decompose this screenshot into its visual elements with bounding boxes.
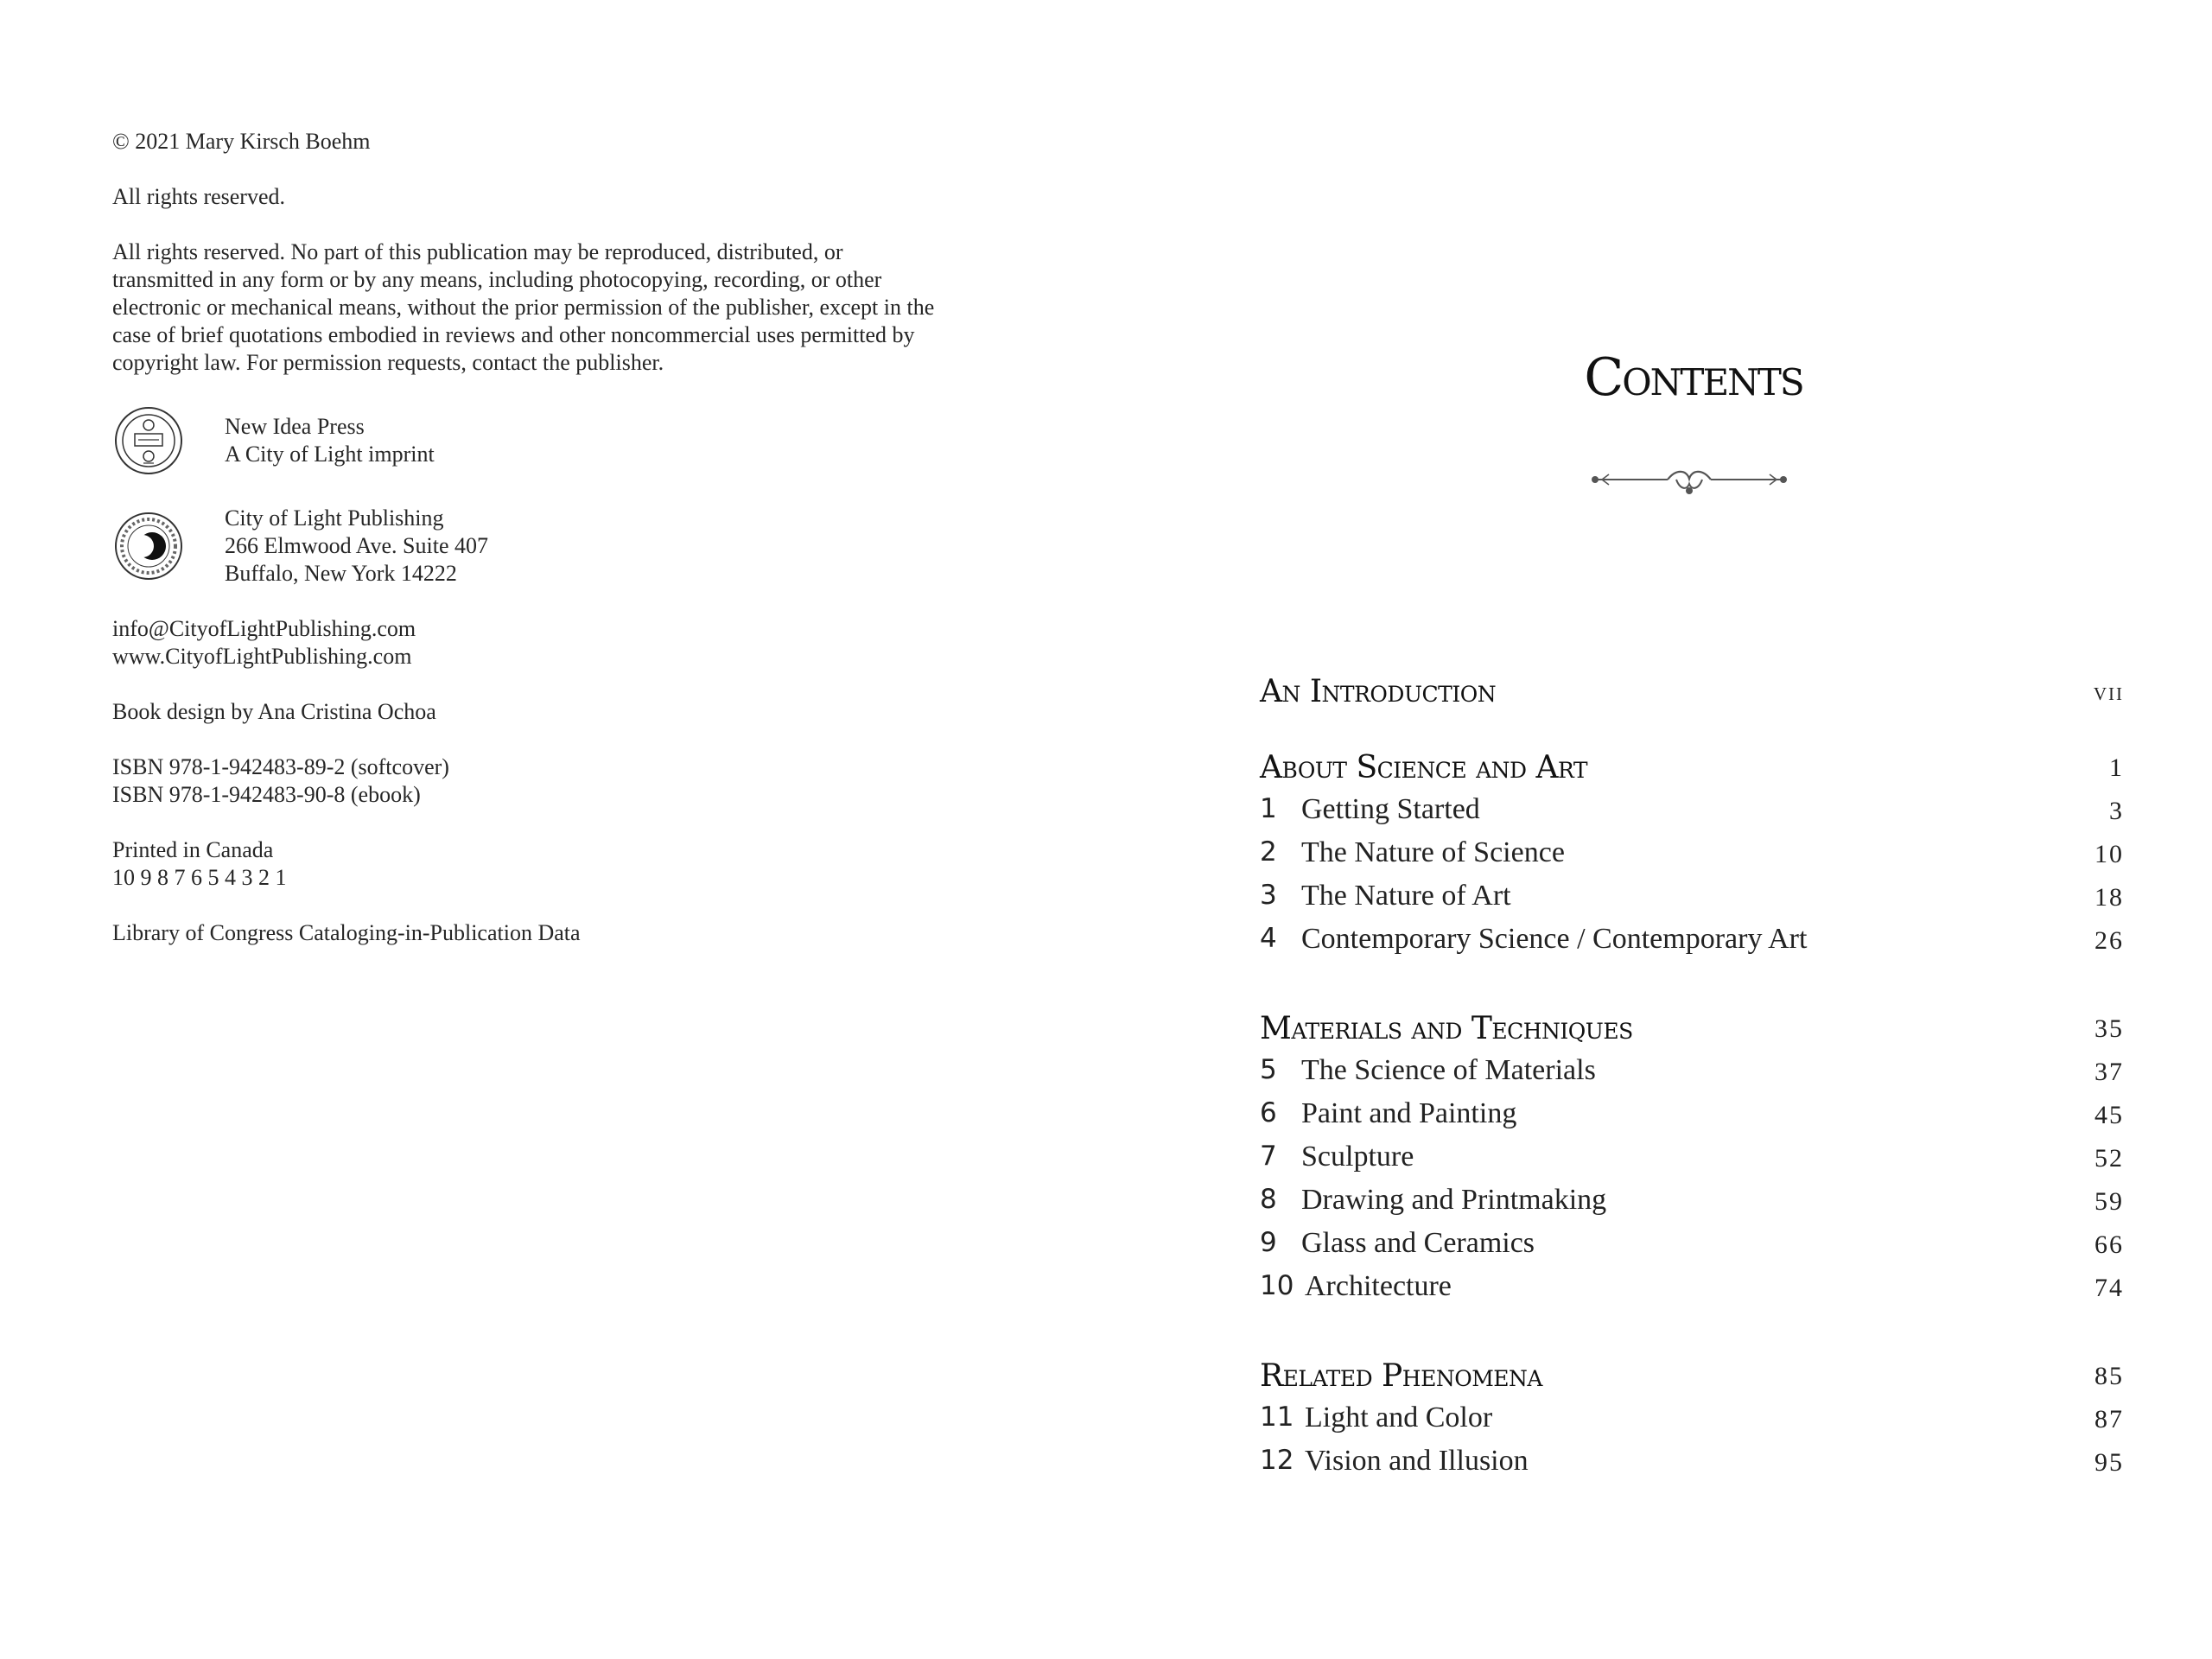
email-text: info@CityofLightPublishing.com bbox=[112, 616, 416, 641]
chapter-number: 9 bbox=[1260, 1227, 1277, 1258]
chapter-number: 6 bbox=[1260, 1097, 1277, 1128]
printing-number: 10 9 8 7 6 5 4 3 2 1 bbox=[112, 865, 287, 890]
design-credit: Book design by Ana Cristina Ochoa bbox=[112, 699, 436, 724]
page-number: 85 bbox=[2094, 1362, 2124, 1390]
imprint-name: New Idea Press bbox=[225, 414, 365, 439]
toc-chapter[interactable] bbox=[1260, 793, 2124, 836]
chapter-number: 4 bbox=[1260, 923, 1277, 954]
publisher-city: Buffalo, New York 14222 bbox=[225, 561, 457, 586]
toc-section-materials[interactable] bbox=[1260, 1011, 2124, 1054]
rights-notice bbox=[112, 238, 1028, 377]
chapter-title: Drawing and Printmaking bbox=[1301, 1184, 1607, 1216]
printing-block bbox=[112, 836, 1028, 892]
chapter-number: 5 bbox=[1260, 1054, 1277, 1085]
page-number: 59 bbox=[2094, 1187, 2124, 1216]
toc-section-related[interactable] bbox=[1260, 1358, 2124, 1402]
notice-line: All rights reserved. No part of this publication may be reproduced, distributed, or bbox=[112, 239, 843, 264]
chapter-number: 10 bbox=[1260, 1270, 1294, 1301]
toc-chapter[interactable] bbox=[1260, 1402, 2124, 1445]
chapter-title: Architecture bbox=[1305, 1270, 1452, 1302]
rights-line: All rights reserved. bbox=[112, 184, 286, 209]
chapter-title: Sculpture bbox=[1301, 1141, 1414, 1173]
toc-introduction[interactable] bbox=[1260, 674, 2124, 717]
page-number: 37 bbox=[2094, 1058, 2124, 1086]
chapter-number: 11 bbox=[1260, 1402, 1294, 1433]
ornament-divider-icon bbox=[1590, 460, 1789, 499]
chapter-number: 3 bbox=[1260, 880, 1277, 911]
toc-chapter[interactable] bbox=[1260, 1097, 2124, 1141]
section-title: An Introduction bbox=[1260, 674, 1497, 709]
imprint-subtitle: A City of Light imprint bbox=[225, 442, 435, 467]
page-number: 52 bbox=[2094, 1144, 2124, 1173]
toc-section-about[interactable] bbox=[1260, 750, 2124, 793]
isbn-block bbox=[112, 753, 1028, 809]
page-number: 74 bbox=[2094, 1274, 2124, 1302]
page-number: 10 bbox=[2094, 840, 2124, 868]
toc-chapter[interactable] bbox=[1260, 880, 2124, 923]
chapter-title: Contemporary Science / Contemporary Art bbox=[1301, 923, 1808, 955]
website-text: www.CityofLightPublishing.com bbox=[112, 644, 412, 669]
page-number: 26 bbox=[2094, 926, 2124, 955]
imprint-block bbox=[112, 404, 1028, 477]
chapter-title: Paint and Painting bbox=[1301, 1097, 1517, 1129]
chapter-title: Light and Color bbox=[1305, 1402, 1493, 1433]
chapter-title: Vision and Illusion bbox=[1305, 1445, 1529, 1477]
chapter-number: 8 bbox=[1260, 1184, 1277, 1215]
chapter-title: The Nature of Art bbox=[1301, 880, 1511, 912]
chapter-number: 2 bbox=[1260, 836, 1277, 868]
notice-line: electronic or mechanical means, without the prior permission of the publisher, except in the bbox=[112, 295, 935, 320]
chapter-title: Glass and Ceramics bbox=[1301, 1227, 1535, 1259]
notice-line: case of brief quotations embodied in reviews and other noncommercial uses permitted by bbox=[112, 322, 915, 347]
chapter-number: 7 bbox=[1260, 1141, 1277, 1172]
notice-line: transmitted in any form or by any means, including photocopying, recording, or other bbox=[112, 267, 882, 292]
toc-chapter[interactable] bbox=[1260, 1054, 2124, 1097]
page-number: 35 bbox=[2094, 1014, 2124, 1043]
page-number: vii bbox=[2093, 677, 2124, 706]
page-number: 18 bbox=[2094, 883, 2124, 912]
isbn-line: ISBN 978-1-942483-89-2 (softcover) bbox=[112, 754, 449, 779]
isbn-line: ISBN 978-1-942483-90-8 (ebook) bbox=[112, 782, 421, 807]
contact-block bbox=[112, 615, 1028, 671]
toc-chapter[interactable] bbox=[1260, 1184, 2124, 1227]
chapter-title: Getting Started bbox=[1301, 793, 1480, 825]
chapter-number: 1 bbox=[1260, 793, 1277, 824]
section-title: Related Phenomena bbox=[1260, 1358, 1542, 1394]
section-title: About Science and Art bbox=[1260, 750, 1588, 785]
contents-heading: Contents bbox=[1584, 347, 1803, 408]
page-number: 45 bbox=[2094, 1101, 2124, 1129]
page-number: 1 bbox=[2109, 753, 2124, 782]
publisher-name: City of Light Publishing bbox=[225, 505, 444, 531]
page-number: 66 bbox=[2094, 1230, 2124, 1259]
copyright-line: © 2021 Mary Kirsch Boehm bbox=[112, 129, 371, 154]
page-number: 95 bbox=[2094, 1448, 2124, 1477]
chapter-title: The Nature of Science bbox=[1301, 836, 1565, 868]
toc-chapter[interactable] bbox=[1260, 1141, 2124, 1184]
chapter-title: The Science of Materials bbox=[1301, 1054, 1596, 1086]
page-number: 3 bbox=[2109, 797, 2124, 825]
toc-chapter[interactable] bbox=[1260, 1270, 2124, 1313]
toc-chapter[interactable] bbox=[1260, 1227, 2124, 1270]
copyright-page bbox=[112, 128, 1028, 975]
publisher-block bbox=[112, 505, 1028, 588]
toc-chapter[interactable] bbox=[1260, 836, 2124, 880]
toc-chapter[interactable] bbox=[1260, 1445, 2124, 1488]
page-number: 87 bbox=[2094, 1405, 2124, 1433]
new-idea-press-logo bbox=[112, 404, 185, 477]
publisher-address: 266 Elmwood Ave. Suite 407 bbox=[225, 533, 489, 558]
library-data: Library of Congress Cataloging-in-Publication Data bbox=[112, 920, 581, 945]
notice-line: copyright law. For permission requests, contact the publisher. bbox=[112, 350, 664, 375]
city-of-light-logo bbox=[112, 510, 185, 582]
section-title: Materials and Techniques bbox=[1260, 1011, 1633, 1046]
printed-location: Printed in Canada bbox=[112, 837, 274, 862]
table-of-contents bbox=[1260, 674, 2124, 1488]
toc-chapter[interactable] bbox=[1260, 923, 2124, 966]
chapter-number: 12 bbox=[1260, 1445, 1294, 1476]
